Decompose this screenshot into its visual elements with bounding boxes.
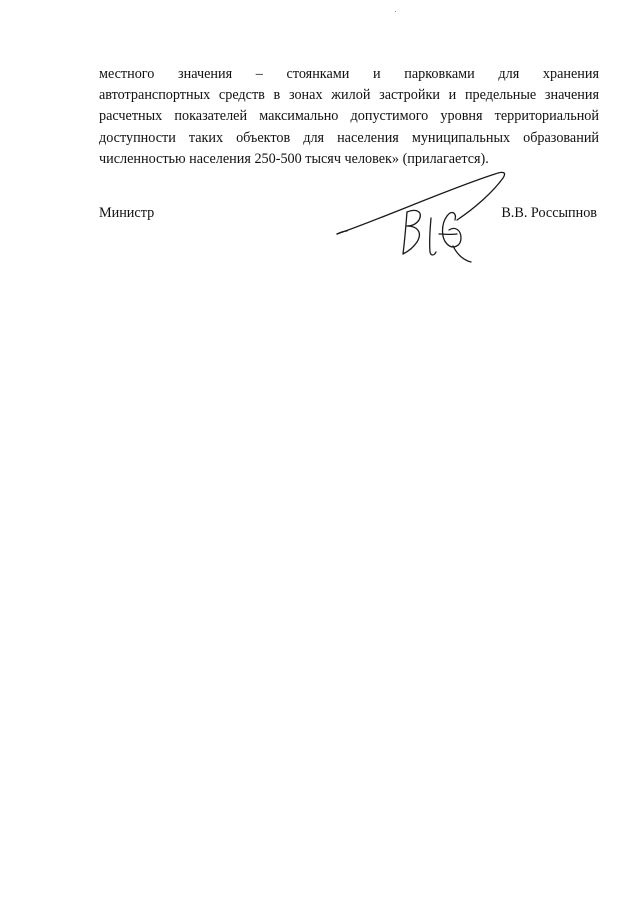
paragraph-line: доступности таких объектов для населения муниципальных образований	[99, 129, 599, 146]
handwritten-signature	[335, 168, 515, 268]
paragraph-line: автотранспортных средств в зонах жилой застройки и предельные значения	[99, 87, 599, 104]
body-paragraph	[99, 64, 599, 170]
position-title: Министр	[99, 205, 155, 221]
paragraph-line: местного значения – стоянками и парковками для хранения	[99, 66, 599, 82]
signer-name: В.В. Россыпнов	[501, 205, 597, 221]
paragraph-line: расчетных показателей максимально допустимого уровня территориальной	[99, 108, 599, 125]
scan-speck	[395, 11, 396, 12]
paragraph-line: численностью населения 250-500 тысяч человек» (прилагается).	[99, 150, 489, 167]
